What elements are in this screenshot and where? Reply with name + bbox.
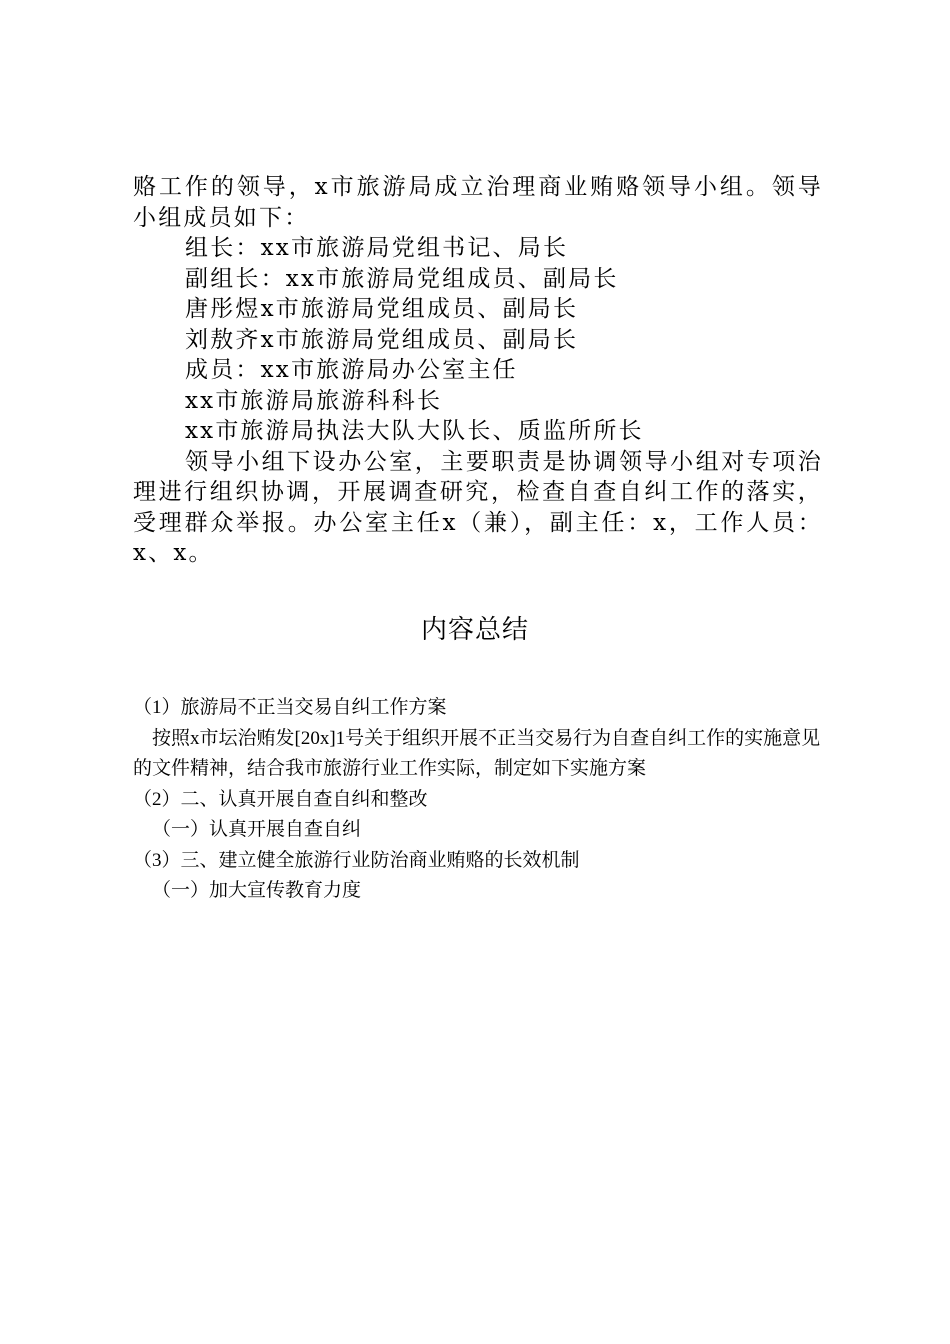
summary-item-1-text: 按照x市坛治贿发[20x]1号关于组织开展不正当交易行为自查自纠工作的实施意见的文件精神，结合我市旅游行业工作实际，制定如下实施方案 — [133, 727, 821, 779]
member-line-law-enforcement: xx市旅游局执法大队大队长、质监所所长 — [185, 418, 644, 444]
summary-item-1-heading: （1）旅游局不正当交易自纠工作方案 — [133, 697, 447, 718]
summary-section — [133, 693, 823, 907]
deputy-leader-line: 副组长：xx市旅游局党组成员、副局长 — [185, 265, 619, 292]
summary-item-3-heading: （3）三、建立健全旅游行业防治商业贿赂的长效机制 — [133, 849, 580, 871]
member-line-travel-section: xx市旅游局旅游科科长 — [185, 387, 443, 414]
body-paragraph-intro: 赂工作的领导，x市旅游局成立治理商业贿赂领导小组。领导小组成员如下： — [133, 174, 823, 231]
summary-item-2-subheading: （一）认真开展自查自纠 — [152, 819, 362, 840]
summary-item-2-heading: （2）二、认真开展自查自纠和整改 — [133, 788, 428, 810]
leader-line: 组长：xx市旅游局党组书记、局长 — [185, 235, 569, 261]
document-body — [133, 172, 823, 569]
member-line-liu: 刘敖齐x市旅游局党组成员、副局长 — [185, 326, 579, 353]
members-line: 成员：xx市旅游局办公室主任 — [185, 357, 518, 383]
summary-item-3-subheading: （一）加大宣传教育力度 — [152, 880, 362, 901]
summary-title: 内容总结 — [420, 615, 529, 645]
member-line-tang: 唐彤煜x市旅游局党组成员、副局长 — [185, 296, 579, 322]
body-paragraph-office: 领导小组下设办公室，主要职责是协调领导小组对专项治理进行组织协调，开展调查研究，检查自查自纠工作的落实，受理群众举报。办公室主任x（兼），副主任：x，工作人员：x、x。 — [133, 448, 823, 566]
